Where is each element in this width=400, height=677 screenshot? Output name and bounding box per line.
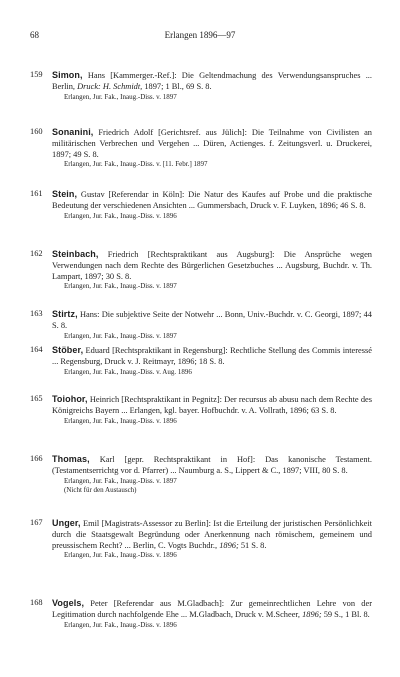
- entry-note-line: Erlangen, Jur. Fak., Inaug.-Diss. v. 1896: [64, 416, 177, 425]
- bibliography-entry: [30, 309, 372, 341]
- entry-note: [52, 212, 372, 221]
- bibliography-entry: [30, 189, 372, 221]
- entry-note-line: (Nicht für den Austausch): [64, 485, 137, 494]
- running-head: [30, 30, 370, 44]
- entry-text: [52, 189, 372, 212]
- entry-note: [52, 477, 372, 495]
- entry-number: 162: [30, 249, 43, 258]
- bibliography-entry: [30, 249, 372, 291]
- entry-text: [52, 598, 372, 621]
- entry-description: Hans: Die subjektive Seite der Notwehr ... Bonn, Univ.-Buchdr. v. C. Georgi, 1897; 44 S. 8.: [52, 310, 372, 330]
- entry-text: [52, 309, 372, 332]
- entry-description: Gustav [Referendar in Köln]: Die Natur des Kaufes auf Probe und die praktische Bedeutung der verschiedenen Ansichten ... Gummersbach, Druck v. F. Luyken, 1896; 46 S. 8.: [52, 190, 372, 210]
- entry-note: [52, 160, 372, 169]
- entry-description: Friedrich Adolf [Gerichtsref. aus Jülich]: Die Teilnahme von Civilisten an militärischen Verbrechen und Vergehen ... Düren, Actienges. f. Zeitungsverl. u. Druckerei, 1897; 49 S. 8.: [52, 128, 372, 159]
- bibliography-entry: [30, 345, 372, 377]
- entry-author: Stein,: [52, 189, 78, 199]
- entry-description-tail: 59 S., 1 Bl. 8.: [321, 609, 370, 619]
- entry-note: [52, 332, 372, 341]
- entry-description-tail: 1897; 1 Bl., 69 S. 8.: [142, 81, 212, 91]
- entry-number: 164: [30, 345, 43, 354]
- entry-publisher-italic: Druck: H. Schmidt,: [77, 81, 143, 91]
- entry-note: [52, 368, 372, 377]
- entry-text: [52, 394, 372, 417]
- bibliography-entry: [30, 598, 372, 630]
- bibliography-entry: [30, 70, 372, 102]
- entry-note-line: Erlangen, Jur. Fak., Inaug.-Diss. v. [11. Febr.] 1897: [64, 160, 208, 169]
- entry-author: Toiohor,: [52, 394, 88, 404]
- entry-description: Emil [Magistrats-Assessor zu Berlin]: Ist die Erteilung der juristischen Persönlichkeit durch die Staatsgewalt Begründung oder Anerkennung nach römischem, gemeinem und preussischem Recht? ... Berlin, C. Vogts Buchdr.,: [52, 519, 372, 550]
- entry-note-line: Erlangen, Jur. Fak., Inaug.-Diss. v. 1897: [64, 476, 177, 485]
- entry-text: [52, 70, 372, 93]
- running-head-title: Erlangen 1896—97: [164, 30, 236, 40]
- entry-author: Simon,: [52, 70, 83, 80]
- entry-description: Hans [Kammerger.-Ref.]: Die Geltendmachung des Verwendungsanspruches ... Berlin,: [52, 71, 372, 91]
- entry-author: Vogels,: [52, 598, 85, 608]
- entry-description: Heinrich [Rechtspraktikant in Pegnitz]: Der recursus ab abusu nach dem Rechte des Königreichs Bayern ... Erlangen, kgl. bayer. Hofbuchdr. v. A. Vollrath, 1896; 63 S. 8.: [52, 395, 372, 415]
- entry-publisher-italic: 1896;: [302, 609, 322, 619]
- entry-number: 161: [30, 189, 43, 198]
- entry-note-line: Erlangen, Jur. Fak., Inaug.-Diss. v. 1897: [64, 282, 177, 291]
- entry-note: [52, 93, 372, 102]
- entry-description: Eduard [Rechtspraktikant in Regensburg]: Rechtliche Stellung des Commis interessé ... Regensburg, Druck v. J. Reitmayr, 1896; 18 S. 8.: [52, 346, 372, 366]
- entry-note: [52, 551, 372, 560]
- entry-description: Friedrich [Rechtspraktikant aus Augsburg]: Die Ansprüche wegen Verwendungen nach dem Rechte des Bürgerlichen Gesetzbuches ... Augsburg, Buchdr. v. Th. Lampart, 1897; 30 S. 8.: [52, 250, 372, 281]
- entry-text: [52, 454, 372, 477]
- entry-author: Steinbach,: [52, 249, 99, 259]
- entry-number: 167: [30, 518, 43, 527]
- bibliography-entry: [30, 454, 372, 495]
- entry-description: Karl [gepr. Rechtspraktikant in Hof]: Das kanonische Testament. (Testamentserrichtg vor d. Pfarrer) ... Naumburg a. S., Lippert & C., 1897; VIII, 80 S. 8.: [52, 455, 372, 475]
- entry-number: 166: [30, 454, 43, 463]
- entry-author: Stirtz,: [52, 309, 78, 319]
- entry-author: Sonanini,: [52, 127, 94, 137]
- entry-number: 160: [30, 127, 43, 136]
- entry-text: [52, 127, 372, 160]
- bibliography-entry: [30, 394, 372, 426]
- entry-note: [52, 621, 372, 630]
- bibliography-entry: [30, 127, 372, 169]
- entry-note: [52, 282, 372, 291]
- page-number: 68: [30, 30, 39, 40]
- entry-publisher-italic: 1896;: [219, 540, 239, 550]
- entry-number: 163: [30, 309, 43, 318]
- entry-text: [52, 518, 372, 551]
- bibliography-entry: [30, 518, 372, 560]
- entry-text: [52, 249, 372, 282]
- entry-note-line: Erlangen, Jur. Fak., Inaug.-Diss. v. 1897: [64, 92, 177, 101]
- entry-author: Thomas,: [52, 454, 90, 464]
- entry-number: 168: [30, 598, 43, 607]
- entry-note: [52, 417, 372, 426]
- entry-note-line: Erlangen, Jur. Fak., Inaug.-Diss. v. 1896: [64, 620, 177, 629]
- entry-text: [52, 345, 372, 368]
- entry-note-line: Erlangen, Jur. Fak., Inaug.-Diss. v. Aug. 1896: [64, 367, 192, 376]
- entry-description: Peter [Referendar aus M.Gladbach]: Zur gemeinrechtlichen Lehre von der Legitimation durch nachfolgende Ehe ... M.Gladbach, Druck v. M.Scheer,: [52, 599, 372, 619]
- entry-description-tail: 51 S. 8.: [238, 540, 267, 550]
- entry-note-line: Erlangen, Jur. Fak., Inaug.-Diss. v. 1897: [64, 331, 177, 340]
- entry-number: 159: [30, 70, 43, 79]
- entry-author: Unger,: [52, 518, 81, 528]
- entry-note-line: Erlangen, Jur. Fak., Inaug.-Diss. v. 1896: [64, 211, 177, 220]
- entry-note-line: Erlangen, Jur. Fak., Inaug.-Diss. v. 1896: [64, 551, 177, 560]
- entry-number: 165: [30, 394, 43, 403]
- entry-author: Stöber,: [52, 345, 84, 355]
